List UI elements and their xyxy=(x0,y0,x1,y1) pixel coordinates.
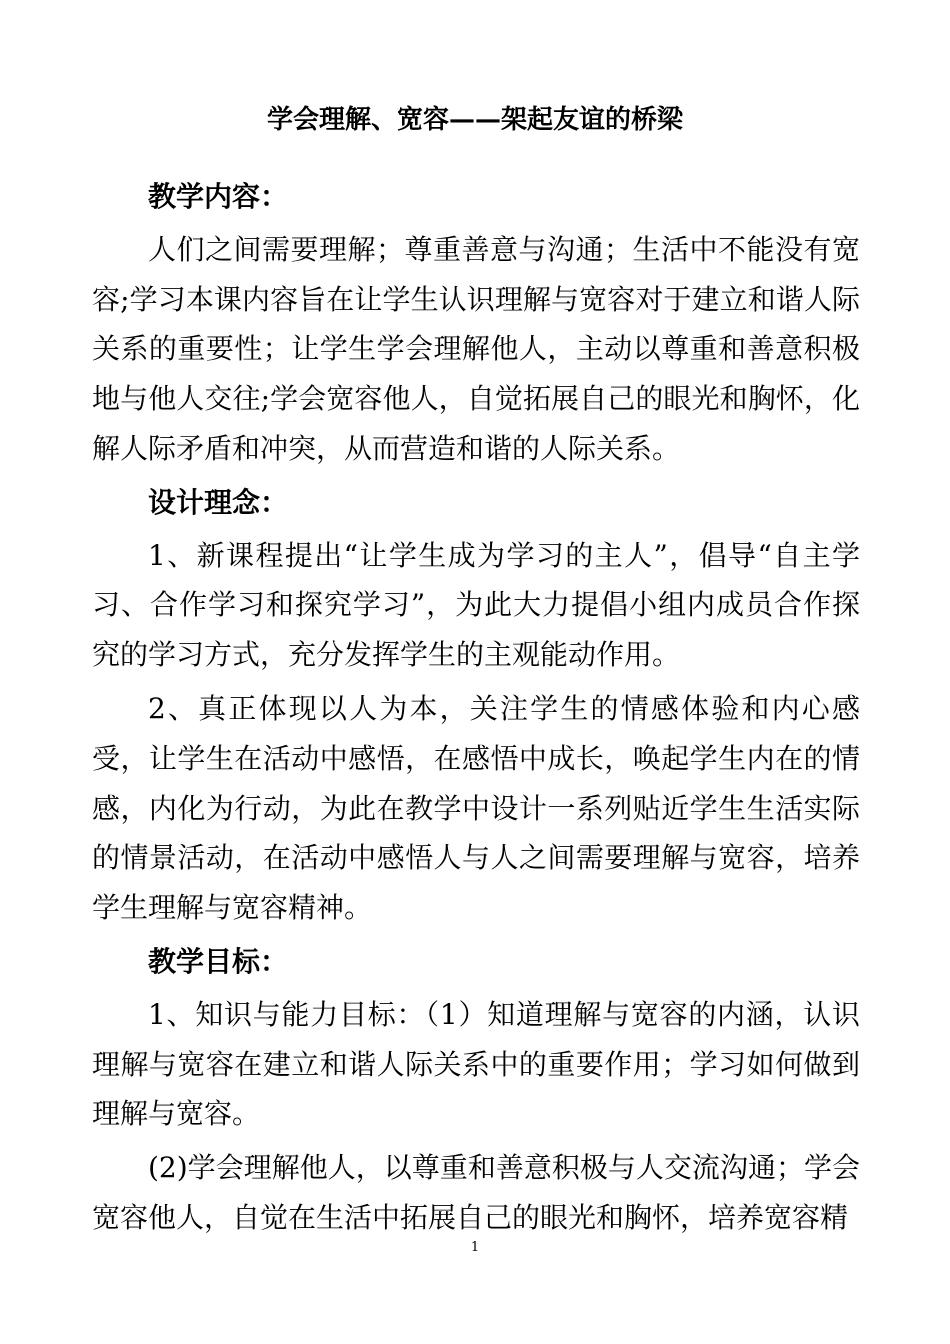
paragraph-goal-2: (2)学会理解他人，以尊重和善意积极与人交流沟通；学会宽容他人，自觉在生活中拓展自己的眼光和胸怀，培养宽容精 xyxy=(92,1151,860,1234)
section-heading-goals: 教学目标： xyxy=(148,944,289,978)
document-body xyxy=(92,172,860,1243)
document-title: 学会理解、宽容——架起友谊的桥梁 xyxy=(266,105,683,135)
page-number: 1 xyxy=(470,1240,480,1255)
section-heading-design: 设计理念： xyxy=(148,485,289,519)
paragraph-goal-1: 1、知识与能力目标：（1）知道理解与宽容的内涵，认识理解与宽容在建立和谐人际关系中的重要作用；学习如何做到理解与宽容。 xyxy=(92,997,860,1131)
paragraph-content-description: 人们之间需要理解；尊重善意与沟通；生活中不能没有宽容;学习本课内容旨在让学生认识理解与宽容对于建立和谐人际关系的重要性；让学生学会理解他人，主动以尊重和善意积极地与他人交往;学会宽容他人，自觉拓展自己的眼光和胸怀，化解人际矛盾和冲突，从而营造和谐的人际关系。 xyxy=(92,232,860,465)
paragraph-design-point-2: 2、真正体现以人为本，关注学生的情感体验和内心感受，让学生在活动中感悟，在感悟中成长，唤起学生内在的情感，内化为行动，为此在教学中设计一系列贴近学生生活实际的情景活动，在活动中感悟人与人之间需要理解与宽容，培养学生理解与宽容精神。 xyxy=(92,691,860,925)
paragraph-design-point-1: 1、新课程提出“让学生成为学习的主人”，倡导“自主学习、合作学习和探究学习”，为此大力提倡小组内成员合作探究的学习方式，充分发挥学生的主观能动作用。 xyxy=(92,538,860,672)
section-heading-content: 教学内容： xyxy=(148,180,289,213)
